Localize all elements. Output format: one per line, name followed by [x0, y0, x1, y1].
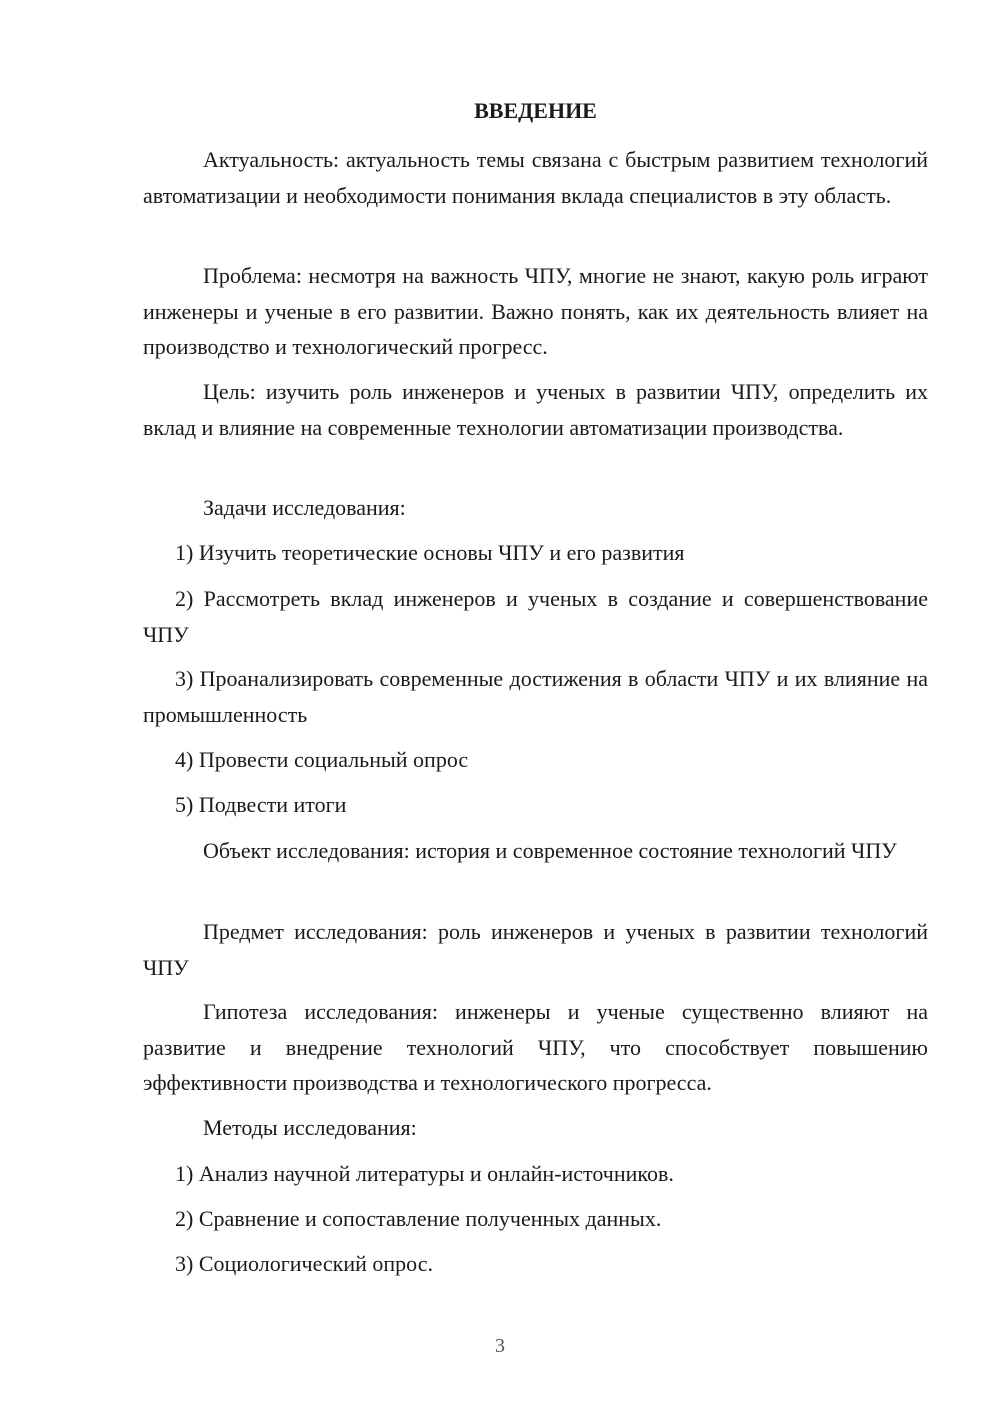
paragraph-tasks-heading: Задачи исследования: — [203, 495, 406, 520]
paragraph-object: Объект исследования: история и современное состояние технологий ЧПУ — [203, 838, 897, 863]
paragraph-subject: Предмет исследования: роль инженеров и ученых в развитии технологий ЧПУ — [143, 919, 928, 980]
section-heading: ВВЕДЕНИЕ — [474, 98, 597, 123]
method-item-1: 1) Анализ научной литературы и онлайн-источников. — [175, 1161, 674, 1186]
paragraph-methods-heading: Методы исследования: — [203, 1115, 417, 1140]
task-item-2: 2) Рассмотреть вклад инженеров и ученых в создание и совершенствование ЧПУ — [143, 586, 928, 647]
task-item-3: 3) Проанализировать современные достижения в области ЧПУ и их влияние на промышленность — [143, 666, 928, 727]
method-item-2: 2) Сравнение и сопоставление полученных данных. — [175, 1206, 662, 1231]
page-number: 3 — [495, 1335, 505, 1357]
paragraph-goal: Цель: изучить роль инженеров и ученых в развитии ЧПУ, определить их вклад и влияние на современные технологии автоматизации производства. — [143, 379, 928, 440]
paragraph-hypothesis: Гипотеза исследования: инженеры и ученые существенно влияют на развитие и внедрение технологий ЧПУ, что способствует повышению эффективности производства и технологического прогресса. — [143, 999, 928, 1095]
paragraph-problem: Проблема: несмотря на важность ЧПУ, многие не знают, какую роль играют инженеры и ученые в его развитии. Важно понять, как их деятельность влияет на производство и технологический прогресс. — [143, 263, 928, 359]
task-item-5: 5) Подвести итоги — [175, 792, 347, 817]
paragraph-relevance: Актуальность: актуальность темы связана с быстрым развитием технологий автоматизации и необходимости понимания вклада специалистов в эту область. — [143, 147, 928, 208]
method-item-3: 3) Социологический опрос. — [175, 1251, 433, 1276]
task-item-1: 1) Изучить теоретические основы ЧПУ и его развития — [175, 540, 685, 565]
task-item-4: 4) Провести социальный опрос — [175, 747, 469, 772]
